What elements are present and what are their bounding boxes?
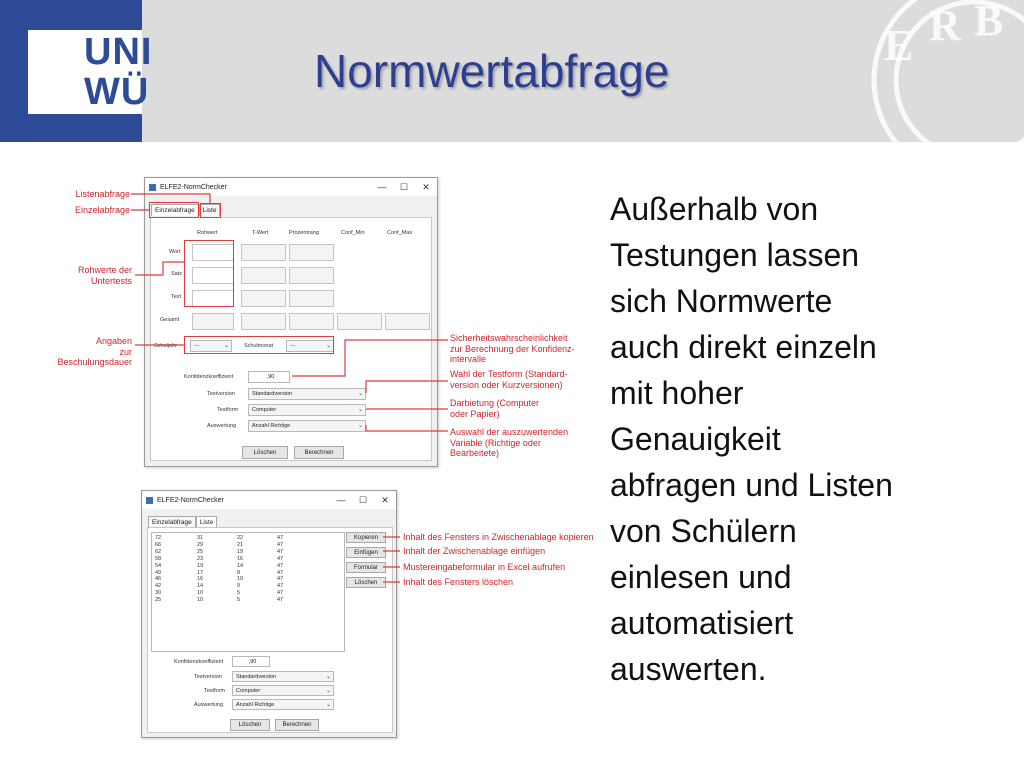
annot-rohwerte: Rohwerte der Untertests	[77, 265, 132, 286]
annot-darbietung: Darbietung (Computer oder Papier)	[450, 398, 540, 419]
auswertung-label: Auswertung	[194, 702, 224, 708]
row-label: Wort	[169, 249, 181, 255]
tab-einzelabfrage[interactable]: Einzelabfrage	[151, 204, 199, 216]
schulmonat-label: Schulmonat	[244, 343, 274, 349]
chevron-down-icon: ⌄	[357, 407, 363, 413]
body-line: mit hoher	[610, 375, 744, 411]
chevron-down-icon: ⌄	[325, 343, 331, 349]
result-cell	[289, 244, 334, 261]
rohwert-gesamt	[192, 313, 234, 330]
result-cell	[241, 267, 286, 284]
body-line: automatisiert	[610, 605, 794, 641]
annot-auswahl: Auswahl der auszuwertenden Variable (Richtige oder Bearbeitete)	[450, 427, 569, 458]
testform-select[interactable]: Computer ⌄	[248, 404, 366, 416]
row-label: Gesamt	[160, 317, 180, 323]
close-icon[interactable]: ✕	[422, 181, 430, 192]
berechnen-button[interactable]: Berechnen	[275, 719, 319, 731]
svg-text:E: E	[884, 21, 914, 70]
auswertung-select[interactable]: Anzahl Richtige ⌄	[232, 699, 334, 710]
annot-formular: Mustereingabeformular in Excel aufrufen	[403, 562, 566, 572]
loeschen-side-button[interactable]: Löschen	[346, 577, 386, 588]
annot-loeschen: Inhalt des Fensters löschen	[403, 577, 514, 587]
body-line: von Schülern	[610, 513, 797, 549]
result-cell	[241, 290, 286, 307]
testform-label: Testform	[217, 407, 239, 413]
list-item: 62 25 19 47	[155, 548, 284, 555]
body-line: Außerhalb von	[610, 191, 819, 227]
body-line: auswerten.	[610, 651, 767, 687]
highlight-rohwerte	[184, 240, 234, 307]
svg-text:R: R	[929, 1, 961, 50]
chevron-down-icon: ⌄	[325, 674, 331, 680]
row-label: Satz	[171, 271, 183, 277]
minimize-icon[interactable]: —	[336, 495, 346, 505]
body-line: sich Normwerte	[610, 283, 833, 319]
kopieren-button[interactable]: Kopieren	[346, 532, 386, 543]
body-line: Testungen lassen	[610, 237, 860, 273]
body-line: Genauigkeit	[610, 421, 781, 457]
list-item: 58 23 16 47	[155, 555, 284, 562]
result-cell	[385, 313, 430, 330]
chevron-down-icon: ⌄	[223, 343, 229, 349]
annot-einfuegen: Inhalt der Zwischenablage einfügen	[403, 546, 546, 556]
annot-einzelabfrage: Einzelabfrage	[74, 205, 130, 215]
chevron-down-icon: ⌄	[357, 423, 363, 429]
list-item: 25 10 5 47	[155, 597, 284, 604]
auswertung-select[interactable]: Anzahl Richtige ⌄	[248, 420, 366, 432]
chevron-down-icon: ⌄	[357, 391, 363, 397]
svg-text:B: B	[974, 0, 1004, 45]
list-item: 66 29 21 47	[155, 541, 284, 548]
window-title: ELFE2-NormChecker	[160, 183, 227, 191]
col-header: Rohwert	[197, 230, 218, 236]
chevron-down-icon: ⌄	[325, 688, 331, 694]
body-paragraph	[610, 186, 990, 692]
berechnen-button[interactable]: Berechnen	[294, 446, 344, 459]
body-line: einlesen und	[610, 559, 792, 595]
highlight-tab-liste	[200, 203, 221, 218]
loeschen-button[interactable]: Löschen	[230, 719, 270, 731]
result-cell	[241, 244, 286, 261]
window-titlebar	[142, 491, 396, 509]
schuljahr-label: Schuljahr	[154, 343, 177, 349]
tab-einzelabfrage[interactable]: Einzelabfrage	[148, 516, 196, 528]
tab-liste[interactable]: Liste	[199, 204, 221, 216]
list-item: 54 19 14 47	[155, 562, 284, 569]
testform-select[interactable]: Computer ⌄	[232, 685, 334, 696]
app-icon	[146, 497, 153, 504]
list-item: 49 17 8 47	[155, 569, 284, 576]
result-cell	[289, 313, 334, 330]
schulmonat-select[interactable]: --- ⌄	[286, 340, 334, 352]
list-item: 72 31 22 47	[155, 535, 284, 541]
konfidenz-input[interactable]: ,90	[232, 656, 270, 667]
testform-label: Testform	[204, 688, 226, 694]
annot-testform: Wahl der Testform (Standard- version oder Kurzversionen)	[450, 369, 568, 390]
result-cell	[289, 290, 334, 307]
normchecker-window-einzel	[144, 177, 438, 467]
seal-watermark-icon	[824, 0, 1024, 170]
highlight-beschulung	[184, 336, 334, 354]
list-item: 30 10 5 47	[155, 590, 284, 597]
col-header: T-Wert	[252, 230, 269, 236]
minimize-icon[interactable]: —	[377, 182, 387, 192]
maximize-icon[interactable]: ☐	[399, 181, 409, 192]
liste-panel	[147, 527, 393, 733]
auswertung-label: Auswertung	[207, 423, 237, 429]
normchecker-window-liste	[141, 490, 397, 738]
body-line: abfragen und Listen	[610, 467, 893, 503]
list-textarea[interactable]	[151, 532, 345, 652]
maximize-icon[interactable]: ☐	[358, 494, 368, 505]
body-line: auch direkt einzeln	[610, 329, 877, 365]
annot-sicherheit: Sicherheitswahrscheinlichkeit zur Berechnung der Konfidenz- intervalle	[450, 333, 575, 364]
annot-listenabfrage: Listenabfrage	[75, 189, 130, 199]
col-header: Conf_Max	[387, 230, 413, 236]
col-header: Prozentrang	[289, 230, 319, 236]
logo-lettering: UNI WÜ	[84, 31, 153, 113]
result-cell	[241, 313, 286, 330]
tab-liste[interactable]: Liste	[196, 516, 218, 528]
formular-button[interactable]: Formular	[346, 562, 386, 573]
window-titlebar	[145, 178, 437, 196]
konfidenz-input[interactable]: ,90	[248, 371, 290, 383]
testversion-label: Testversion	[207, 391, 235, 397]
schuljahr-select[interactable]: --- ⌄	[190, 340, 232, 352]
list-item: 46 16 10 47	[155, 576, 284, 583]
row-label: Text	[171, 294, 182, 300]
annot-kopieren: Inhalt des Fensters in Zwischenablage kopieren	[403, 532, 594, 542]
col-header: Conf_Min	[341, 230, 365, 236]
header-bar	[0, 0, 1024, 142]
loeschen-button[interactable]: Löschen	[242, 446, 288, 459]
annot-angaben: Angaben zur Beschulungsdauer	[57, 336, 132, 367]
chevron-down-icon: ⌄	[325, 702, 331, 708]
einfuegen-button[interactable]: Einfügen	[346, 547, 386, 558]
testversion-select[interactable]: Standardversion ⌄	[248, 388, 366, 400]
konfidenz-label: Konfidenzkoeffizient	[184, 374, 234, 380]
result-cell	[337, 313, 382, 330]
testversion-select[interactable]: Standardversion ⌄	[232, 671, 334, 682]
list-item: 42 14 9 47	[155, 583, 284, 590]
highlight-tab-einzelabfrage	[149, 202, 199, 218]
testversion-label: Testversion	[194, 674, 222, 680]
app-icon	[149, 184, 156, 191]
close-icon[interactable]: ✕	[381, 494, 389, 505]
result-cell	[289, 267, 334, 284]
window-title: ELFE2-NormChecker	[157, 496, 224, 504]
page-title: Normwertabfrage	[314, 45, 670, 97]
konfidenz-label: Konfidenzkoeffizient	[174, 659, 224, 665]
